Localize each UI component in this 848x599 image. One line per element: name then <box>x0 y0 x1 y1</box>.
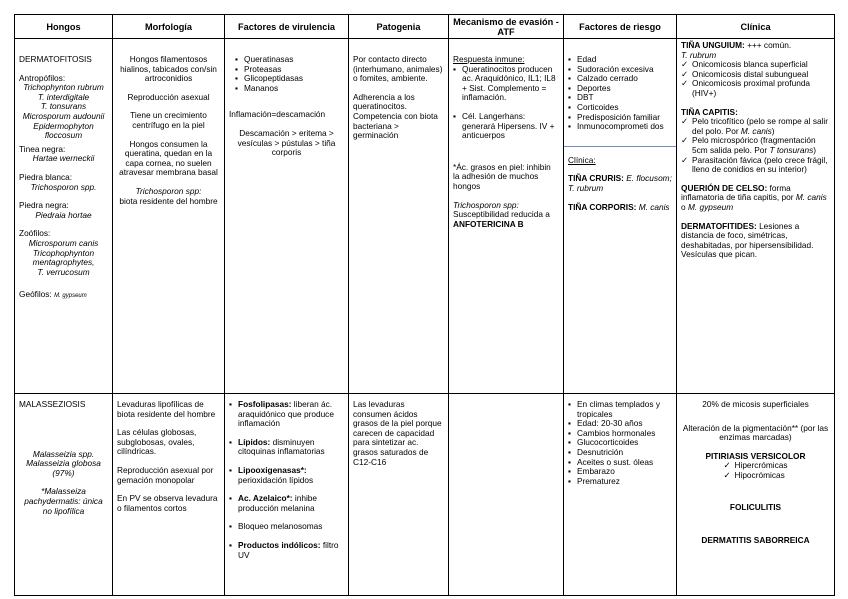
geofilos-species: M. gypseum <box>54 293 87 300</box>
mal-virulence-list <box>229 400 344 560</box>
list-item: ▪ Prematurez <box>568 477 672 487</box>
vir-label: Ac. Azelaico*: <box>238 493 293 504</box>
mec-list <box>453 65 559 141</box>
capitis-text: Pelo microspórico (fragmentación 5cm salida pelo. Por <box>692 135 816 155</box>
morf-text: Reproducción asexual por gemación monopolar <box>117 464 214 485</box>
unguium-label: TIÑA UNGUIUM: <box>681 40 745 50</box>
cell-derm-virulencia <box>225 39 349 394</box>
list-item <box>229 438 344 457</box>
vir-text: disminuyen citoquinas inflamatorias <box>238 436 325 457</box>
zoo-species: Tricophophynton mentagrophytes, <box>32 247 95 268</box>
virulence-list <box>235 55 344 93</box>
cell-derm-clinica <box>677 39 835 394</box>
list-item: ✓ Hipercrómicas <box>723 461 787 471</box>
list-item: ▪ Cambios hormonales <box>568 429 672 439</box>
list-item <box>229 466 344 485</box>
morf-text: biota residente del hombre <box>119 195 218 206</box>
dermatofitides-text: Lesiones a distancia de foco, simétricas, deshabitadas, por hipersensibilidad. Vesículas que pican. <box>681 220 814 260</box>
header-row <box>15 15 835 39</box>
vir-label: Productos indólicos: <box>238 539 321 550</box>
list-item: ▪ En climas templados y tropicales <box>568 400 672 419</box>
cli-text: Alteración de la pigmentación** (por las enzimas marcadas) <box>682 422 829 443</box>
morf-text: Levaduras lipofílicas de biota residente del hombre <box>117 399 216 419</box>
corporis-species: M. canis <box>638 201 670 212</box>
dermatitis-label: DERMATITIS SABORREICA <box>701 535 810 546</box>
vir-text: Inflamación=descamación <box>229 109 326 120</box>
divider <box>564 146 676 147</box>
antro-species: T. tonsurans <box>40 101 87 112</box>
list-item: ▪ Queratinasas <box>235 55 344 65</box>
pat-text: Adherencia a los queratinocitos. Competencia con biota bacteriana > germinación <box>353 91 438 141</box>
fungi-table <box>14 14 835 596</box>
querion-connector: o <box>681 201 686 212</box>
mal-title: MALASSEZIOSIS <box>19 399 86 409</box>
vir-text: inhibe producción melanina <box>238 493 318 513</box>
cell-mal-mecanismo <box>449 394 564 596</box>
antro-species: Trichophynton rubrum <box>23 82 104 93</box>
mec-title: Respuesta inmune: <box>453 54 525 64</box>
querion-label: QUERIÓN DE CELSO: <box>681 182 768 193</box>
list-item: ▪ Queratinocitos producen ac. Araquidónico, IL1; IL8 + Sist. Complemento = inflamación. <box>453 65 559 103</box>
list-item: ▪ Deportes <box>568 84 672 94</box>
list-item: ✓ Onicomicosis distal subungueal <box>681 70 830 80</box>
querion-text: forma inflamatoria de tiña capitis, por <box>681 182 794 203</box>
querion-species: M. gypseum <box>687 201 734 212</box>
morf-text: Trichosporon spp: <box>135 185 202 196</box>
capitis-label: TIÑA CAPITIS: <box>681 106 738 117</box>
list-item: ▪ Proteasas <box>235 65 344 75</box>
cruris-label: TIÑA CRURIS: <box>568 173 624 184</box>
antro-species: Epidermophyton floccosum <box>33 120 94 141</box>
list-item: ▪ Sudoración excesiva <box>568 65 672 75</box>
capitis-list <box>681 117 830 175</box>
list-item: ▪ Aceites o sust. óleas <box>568 458 672 468</box>
header-morfologia: Morfología <box>113 15 225 39</box>
zoo-species: Microsporum canis <box>28 237 99 248</box>
cruris-line <box>568 174 672 193</box>
list-item: ✓ Onicomicosis proximal profunda (HIV+) <box>681 79 830 98</box>
list-item: ▪ Glicopeptidasas <box>235 74 344 84</box>
header-patogenia: Patogenia <box>349 15 449 39</box>
list-item: ▪ Desnutrición <box>568 448 672 458</box>
vir-label: Lipooxigenasas*: <box>238 464 307 475</box>
list-item <box>229 400 344 429</box>
capitis-species: T tonsurans <box>769 144 814 155</box>
list-item <box>229 541 344 560</box>
cell-mal-patogenia <box>349 394 449 596</box>
vir-text: filtro UV <box>238 539 339 560</box>
mec-text: Susceptibilidad reducida a <box>453 209 550 220</box>
header-mecanismo: Mecanismo de evasión - ATF <box>449 15 564 39</box>
geofilos-label: Geófilos: <box>19 289 52 300</box>
list-item: ▪ Edad <box>568 55 672 65</box>
tinea-negra-species: Hartae werneckii <box>32 153 95 164</box>
corporis-label: TIÑA CORPORIS: <box>568 201 637 212</box>
list-item: ✓ Pelo tricofítico (pelo se rompe al salir del polo. Por M. canis) <box>681 117 830 136</box>
pitiriasis-list <box>723 461 787 480</box>
pat-text: Las levaduras consumen ácidos grasos de la piel porque carecen de capacidad para sintetizar ac. grasos saturados de C12-C16 <box>353 399 442 467</box>
list-item: ▪ Cél. Langerhans: generará Hipersens. IV + anticuerpos <box>453 112 559 141</box>
mal-species: *Malasseiza pachydermatis: única no lipofílica <box>24 486 103 516</box>
morf-text: Las células globosas, subglobosas, ovales, cilíndricas. <box>117 427 197 457</box>
piedra-blanca-species: Trichosporon spp. <box>30 181 97 192</box>
header-clinica: Clínica <box>677 15 835 39</box>
geofilos-line <box>19 290 108 302</box>
header-riesgo: Factores de riesgo <box>564 15 677 39</box>
dermatofitides-label: DERMATOFITIDES: <box>681 220 757 231</box>
morf-text: Tiene un crecimiento centrífugo en la piel <box>130 110 207 130</box>
cell-mal-hongos <box>15 394 113 596</box>
header-virulencia: Factores de virulencia <box>225 15 349 39</box>
list-item: ▪ Embarazo <box>568 467 672 477</box>
cli-text: 20% de micosis superficiales <box>702 399 809 409</box>
list-item: ✓ Parasitación fávica (pelo crece frágil, lleno de conidios en su interior) <box>681 156 830 175</box>
foliculitis-label: FOLICULITIS <box>729 501 782 512</box>
vir-text: liberan ác. araquidónico que produce inflamación <box>238 399 334 429</box>
mal-risk-list <box>568 400 672 486</box>
querion-line <box>681 184 830 213</box>
tinea-negra-label: Tinea negra: <box>19 143 66 154</box>
cell-mal-morfologia <box>113 394 225 596</box>
mec-text: *Ác. grasos en piel: inhibin la adhesión de muchos hongos <box>453 161 551 191</box>
cell-mal-riesgo <box>564 394 677 596</box>
morf-text: Reproducción asexual <box>127 91 210 102</box>
table-row-dermatofitosis <box>15 39 835 394</box>
antro-label: Antropófilos: <box>19 72 66 83</box>
capitis-species: M. canis <box>740 125 772 136</box>
vir-label: Lípidos: <box>238 436 271 447</box>
morf-text: Hongos consumen la queratina, quedan en la capa cornea, no suelen atravesar membrana basal <box>119 138 218 178</box>
list-item: ▪ DBT <box>568 93 672 103</box>
piedra-blanca-label: Piedra blanca: <box>19 171 73 182</box>
clinica-label: Clínica: <box>568 154 596 165</box>
pat-text: Por contacto directo (interhumano, animales) o fomites, ambiente. <box>353 54 443 84</box>
list-item: ▪ Bloqueo melanosomas <box>229 522 344 532</box>
cell-mal-clinica <box>677 394 835 596</box>
header-hongos: Hongos <box>15 15 113 39</box>
piedra-negra-label: Piedra negra: <box>19 200 69 211</box>
cell-derm-riesgo <box>564 39 677 394</box>
list-item: ▪ Mananos <box>235 84 344 94</box>
mal-species: Malasseizia spp. <box>32 448 95 459</box>
cell-derm-patogenia <box>349 39 449 394</box>
zoo-species: T. verrucosum <box>37 266 90 277</box>
derm-title: DERMATOFITOSIS <box>19 54 92 64</box>
capitis-text: Pelo tricofítico (pelo se rompe al salir del polo. Por <box>692 116 829 136</box>
cruris-species: E. flocusom; T. rubrum <box>568 173 672 193</box>
corporis-line <box>568 203 672 213</box>
list-item: ▪ Inmunocomprometi dos <box>568 122 672 132</box>
vir-label: Fosfolipasas: <box>238 399 292 409</box>
table-row-malasseziosis <box>15 394 835 596</box>
list-item: ✓ Hipocrómicas <box>723 471 787 481</box>
morf-text: Hongos filamentosos hialinos, tabicados con/sin artroconidios <box>120 54 217 84</box>
mal-species: Malasseizia globosa (97%) <box>26 458 101 478</box>
antro-species: Microsporum audounii <box>22 110 105 121</box>
unguium-list <box>681 60 830 98</box>
list-item <box>229 494 344 513</box>
list-item: ▪ Glucocorticoides <box>568 438 672 448</box>
zoofilos-label: Zoófilos: <box>19 228 51 239</box>
pitiriasis-label: PITIRIASIS VERSICOLOR <box>705 450 806 461</box>
piedra-negra-species: Piedraia hortae <box>35 209 92 220</box>
list-item: ✓ Onicomicosis blanca superficial <box>681 60 830 70</box>
cell-mal-virulencia <box>225 394 349 596</box>
querion-species: M. canis <box>795 192 827 203</box>
dermatofitides-line <box>681 222 830 260</box>
risk-list <box>568 55 672 132</box>
list-item: ▪ Predisposición familiar <box>568 113 672 123</box>
list-item: ✓ Pelo microspórico (fragmentación 5cm salida pelo. Por T tonsurans) <box>681 136 830 155</box>
vir-text: perioxidación lípidos <box>238 474 314 485</box>
unguium-text: +++ común. <box>747 40 792 50</box>
morf-text: En PV se observa levadura o filamentos cortos <box>117 493 218 513</box>
mec-text: ANFOTERICINA B <box>453 218 524 229</box>
vir-text: Descamación > eritema > vesículas > pústulas > tiña corporis <box>237 127 336 158</box>
cell-derm-mecanismo <box>449 39 564 394</box>
unguium-species: T. rubrum <box>681 49 717 60</box>
antro-species: T. interdigitale <box>37 91 90 102</box>
list-item: ▪ Corticoides <box>568 103 672 113</box>
list-item: ▪ Calzado cerrado <box>568 74 672 84</box>
mec-text: Trichosporon spp: <box>453 199 519 210</box>
list-item: ▪ Edad: 20-30 años <box>568 419 672 429</box>
cell-derm-hongos <box>15 39 113 394</box>
cell-derm-morfologia <box>113 39 225 394</box>
